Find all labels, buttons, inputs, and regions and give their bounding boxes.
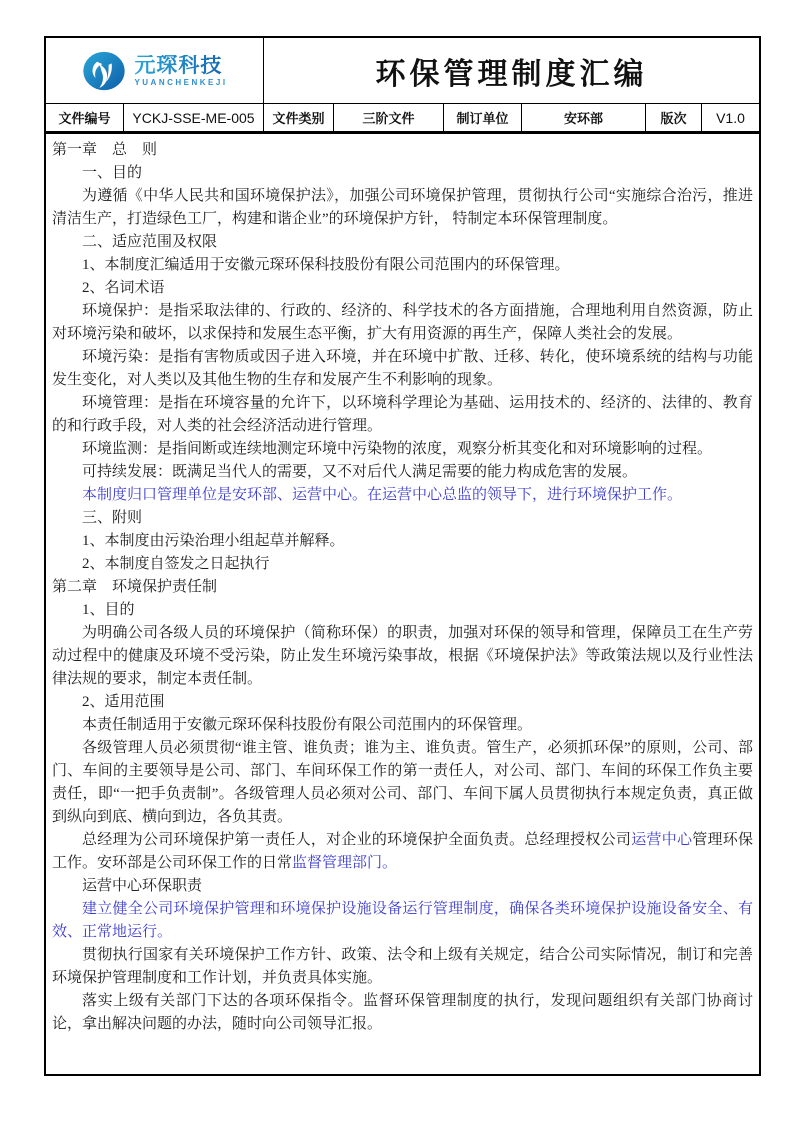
text-run-blue: 监督管理部门。 xyxy=(292,855,398,871)
meta-label: 文件类别 xyxy=(264,104,334,131)
text-run-blue: 建立健全公司环境保护管理和环境保护设施设备运行管理制度，确保各类环境保护设施设备安全、有效、正常地运行。 xyxy=(52,901,753,940)
text-run: 为遵循《中华人民共和国环境保护法》，加强公司环境保护管理，贯彻执行公司“实施综合治污，推进清洁生产，打造绿色工厂，构建和谐企业”的环境保护方针， 特制定本环保管理制度。 xyxy=(52,188,753,227)
meta-value: V1.0 xyxy=(716,109,745,126)
text-run-blue: 本制度归口管理单位是安环部、运营中心。在运营中心总监的领导下，进行环境保护工作。 xyxy=(82,487,683,503)
chapter-heading xyxy=(52,576,753,599)
meta-label: 制订单位 xyxy=(444,104,522,131)
meta-table xyxy=(46,104,759,134)
paragraph xyxy=(52,622,753,691)
paragraph xyxy=(52,162,753,185)
text-run: 管理环保工作。安环部是公司环保工作的日常 xyxy=(52,832,753,871)
text-run: 贯彻执行国家有关环境保护工作方针、政策、法令和上级有关规定，结合公司实际情况，制订和完善环境保护管理制度和工作计划，并负责具体实施。 xyxy=(52,947,753,986)
paragraph xyxy=(52,507,753,530)
text-run: 一、目的 xyxy=(82,165,143,181)
meta-value: YCKJ-SSE-ME-005 xyxy=(124,104,264,131)
paragraph xyxy=(52,484,753,507)
text-run: 2、名词术语 xyxy=(82,280,165,296)
meta-label: 文件编号 xyxy=(46,104,124,131)
paragraph xyxy=(52,714,753,737)
text-run: 各级管理人员必须贯彻“谁主管、谁负责；谁为主、谁负责。管生产，必须抓环保”的原则，公司、部门、车间的主要领导是公司、部门、车间环保工作的第一责任人，对公司、部门、车间的环保工作负主要责任，即“一把手负责制”。各级管理人员必须对公司、部门、车间下属人员贯彻执行本规定负责，真正做到纵向到底、横向到边，各负其责。 xyxy=(52,740,753,825)
paragraph xyxy=(52,530,753,553)
document-body xyxy=(46,134,759,1036)
paragraph xyxy=(52,254,753,277)
paragraph xyxy=(52,898,753,944)
text-run: 三、附则 xyxy=(82,510,143,526)
paragraph xyxy=(52,990,753,1036)
text-run: 2、适用范围 xyxy=(82,694,165,710)
document-page xyxy=(44,36,761,1076)
paragraph xyxy=(52,691,753,714)
text-run: 环境污染：是指有害物质或因子进入环境，并在环境中扩散、迁移、转化，使环境系统的结构与功能发生变化，对人类以及其他生物的生存和发展产生不利影响的现象。 xyxy=(52,349,753,388)
meta-label: 版次 xyxy=(646,104,702,131)
paragraph xyxy=(52,875,753,898)
meta-value: 三阶文件 xyxy=(334,104,444,131)
text-run: 二、适应范围及权限 xyxy=(82,234,218,250)
paragraph xyxy=(52,553,753,576)
logo-icon xyxy=(81,48,127,94)
meta-value: 安环部 xyxy=(522,104,646,131)
text-run: 第一章 总 则 xyxy=(52,142,158,158)
text-run: 1、本制度汇编适用于安徽元琛环保科技股份有限公司范围内的环保管理。 xyxy=(82,257,570,273)
company-logo xyxy=(46,38,264,103)
document-header xyxy=(46,38,759,104)
text-run: 可持续发展：既满足当代人的需要，又不对后代人满足需要的能力构成危害的发展。 xyxy=(82,464,638,480)
brand-name: 元琛科技 xyxy=(134,55,227,76)
paragraph xyxy=(52,277,753,300)
text-run: 本责任制适用于安徽元琛环保科技股份有限公司范围内的环保管理。 xyxy=(82,717,533,733)
text-run-blue: 运营中心 xyxy=(631,832,693,848)
text-run: 落实上级有关部门下达的各项环保指令。监督环保管理制度的执行，发现问题组织有关部门协商讨论，拿出解决问题的办法，随时向公司领导汇报。 xyxy=(52,993,753,1032)
paragraph xyxy=(52,300,753,346)
text-run: 第二章 环境保护责任制 xyxy=(52,579,218,595)
text-run: 1、目的 xyxy=(82,602,135,618)
doc-title: 环保管理制度汇编 xyxy=(375,57,648,91)
chapter-heading xyxy=(52,139,753,162)
paragraph xyxy=(52,944,753,990)
paragraph xyxy=(52,599,753,622)
paragraph xyxy=(52,829,753,875)
paragraph xyxy=(52,737,753,829)
text-run: 1、本制度由污染治理小组起草并解释。 xyxy=(82,533,345,549)
paragraph xyxy=(52,185,753,231)
text-run: 运营中心环保职责 xyxy=(82,878,203,894)
paragraph xyxy=(52,461,753,484)
brand-name-en: YUANCHENKEJI xyxy=(134,77,228,87)
text-run: 环境保护：是指采取法律的、行政的、经济的、科学技术的各方面措施，合理地利用自然资源，防止对环境污染和破坏，以求保持和发展生态平衡，扩大有用资源的再生产，保障人类社会的发展。 xyxy=(52,303,753,342)
text-run: 总经理为公司环境保护第一责任人，对企业的环境保护全面负责。总经理授权公司 xyxy=(82,832,632,848)
paragraph xyxy=(52,392,753,438)
paragraph xyxy=(52,438,753,461)
paragraph xyxy=(52,346,753,392)
text-run: 环境监测：是指间断或连续地测定环境中污染物的浓度，观察分析其变化和对环境影响的过程。 xyxy=(82,441,713,457)
text-run: 环境管理：是指在环境容量的允许下，以环境科学理论为基础、运用技术的、经济的、法律的、教育的和行政手段，对人类的社会经济活动进行管理。 xyxy=(52,395,753,434)
text-run: 为明确公司各级人员的环境保护（简称环保）的职责，加强对环保的领导和管理，保障员工在生产劳动过程中的健康及环境不受污染，防止发生环境污染事故，根据《环境保护法》等政策法规以及行业性法律法规的要求，制定本责任制。 xyxy=(52,625,753,687)
text-run: 2、本制度自签发之日起执行 xyxy=(82,556,270,572)
paragraph xyxy=(52,231,753,254)
brand-block xyxy=(134,55,227,87)
